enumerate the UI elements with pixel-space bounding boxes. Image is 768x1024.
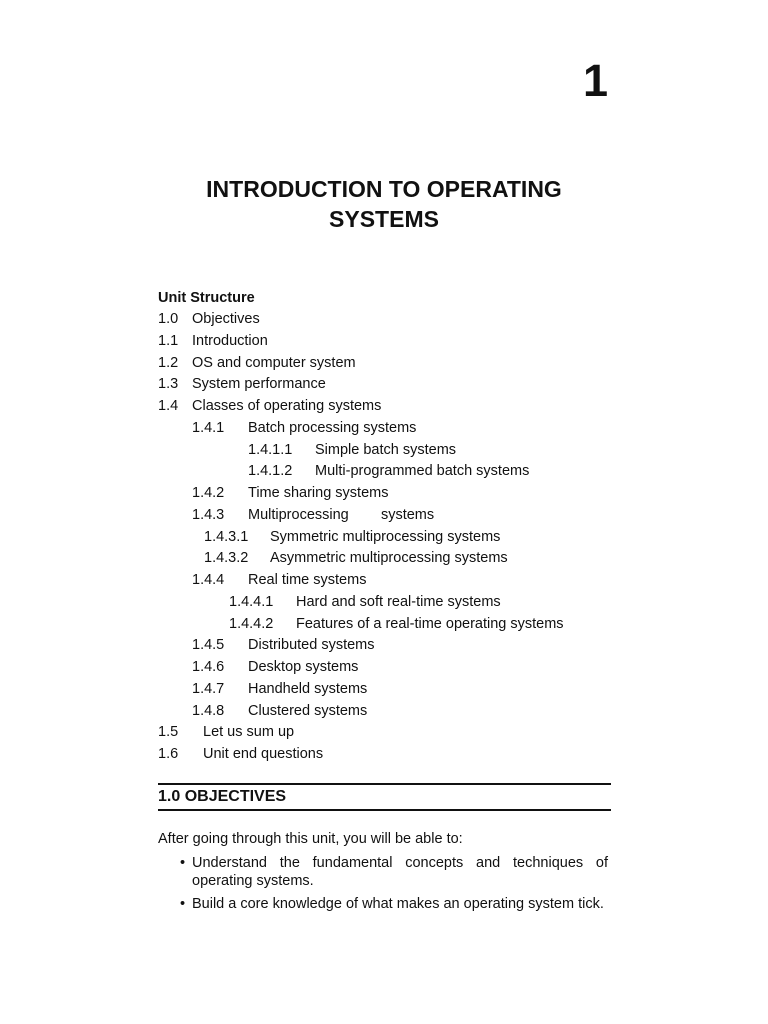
toc-item xyxy=(158,374,618,396)
toc-item xyxy=(158,570,618,592)
toc-item-number: 1.4.4.1 xyxy=(229,593,274,610)
toc-item xyxy=(158,679,618,701)
toc-list xyxy=(158,309,618,766)
toc-item-number: 1.4.3.2 xyxy=(204,550,249,567)
toc-item-label: Asymmetric multiprocessing systems xyxy=(270,550,508,567)
toc-item-label: Objectives xyxy=(192,311,260,327)
toc-item xyxy=(158,548,618,570)
toc-item-label: Multi-programmed batch systems xyxy=(315,463,530,480)
toc-item-label: Distributed systems xyxy=(248,637,375,654)
toc-item-label: Unit end questions xyxy=(203,746,324,762)
objective-item xyxy=(160,895,608,913)
toc-item-number: 1.3 xyxy=(158,376,179,393)
toc-item-label: Multiprocessing systems xyxy=(248,506,435,523)
chapter-title-line-1: INTRODUCTION TO OPERATING xyxy=(206,176,562,202)
chapter-title xyxy=(100,174,668,234)
objectives-list xyxy=(160,854,608,918)
toc-item-number: 1.4.6 xyxy=(192,659,225,675)
toc-item-number: 1.4.5 xyxy=(192,637,225,654)
toc-item-number: 1.4.7 xyxy=(192,680,225,697)
toc-item xyxy=(158,396,618,418)
toc-item xyxy=(158,461,618,483)
toc-item-number: 1.4.3.1 xyxy=(204,528,249,545)
unit-structure xyxy=(158,287,618,766)
objectives-intro: After going through this unit, you will be able to: xyxy=(158,831,463,847)
toc-item xyxy=(158,331,618,353)
toc-item-label: Symmetric multiprocessing systems xyxy=(270,528,501,545)
toc-item-number: 1.4.1.1 xyxy=(248,441,293,458)
toc-item-label: System performance xyxy=(192,376,326,393)
toc-item-number: 1.1 xyxy=(158,332,179,349)
toc-item-number: 1.4.8 xyxy=(192,702,225,719)
toc-item-label: OS and computer system xyxy=(192,354,356,371)
toc-item xyxy=(158,744,618,766)
bullet-icon: • xyxy=(180,896,186,912)
toc-item xyxy=(158,592,618,614)
toc-item-number: 1.4.2 xyxy=(192,485,225,501)
toc-item-label: Batch processing systems xyxy=(248,419,417,436)
toc-item xyxy=(158,505,618,527)
chapter-number: 1 xyxy=(582,55,608,106)
toc-item-label: Clustered systems xyxy=(248,702,368,719)
toc-item xyxy=(158,440,618,462)
toc-item-label: Simple batch systems xyxy=(315,441,457,458)
objective-item xyxy=(160,854,608,890)
toc-item-label: Time sharing systems xyxy=(248,485,389,501)
objective-text: Build a core knowledge of what makes an operating system tick. xyxy=(192,896,604,912)
toc-item xyxy=(158,527,618,549)
toc-item xyxy=(158,701,618,723)
toc-item xyxy=(158,635,618,657)
objectives-heading: 1.0 OBJECTIVES xyxy=(158,783,611,811)
toc-item-label: Introduction xyxy=(192,332,268,349)
toc-item-label: Real time systems xyxy=(248,572,367,588)
toc-item-label: Handheld systems xyxy=(248,680,368,697)
toc-item-number: 1.5 xyxy=(158,724,179,741)
toc-item-number: 1.4.4 xyxy=(192,572,225,588)
toc-item-label: Classes of operating systems xyxy=(192,398,382,414)
toc-item-number: 1.4.1 xyxy=(192,419,225,436)
toc-item-label: Features of a real-time operating systems xyxy=(296,615,564,632)
toc-item-label: Desktop systems xyxy=(248,659,359,675)
toc-item-label: Let us sum up xyxy=(203,724,295,741)
toc-item-number: 1.6 xyxy=(158,746,179,762)
toc-item-number: 1.2 xyxy=(158,354,179,371)
toc-item-number: 1.4.1.2 xyxy=(248,463,293,480)
toc-item xyxy=(158,483,618,505)
toc-item-number: 1.4.3 xyxy=(192,506,225,523)
toc-item xyxy=(158,353,618,375)
toc-item xyxy=(158,657,618,679)
toc-item-number: 1.4 xyxy=(158,398,179,414)
toc-item-label: Hard and soft real-time systems xyxy=(296,593,501,610)
bullet-icon: • xyxy=(180,855,186,871)
chapter-title-line-2: SYSTEMS xyxy=(329,206,439,232)
unit-structure-heading: Unit Structure xyxy=(158,290,255,306)
toc-item xyxy=(158,722,618,744)
toc-item-number: 1.0 xyxy=(158,311,179,327)
objective-text: Understand the fundamental concepts and techniques of operating systems. xyxy=(192,855,608,889)
toc-item-number: 1.4.4.2 xyxy=(229,615,274,632)
toc-item xyxy=(158,309,618,331)
toc-item xyxy=(158,418,618,440)
toc-item xyxy=(158,614,618,636)
